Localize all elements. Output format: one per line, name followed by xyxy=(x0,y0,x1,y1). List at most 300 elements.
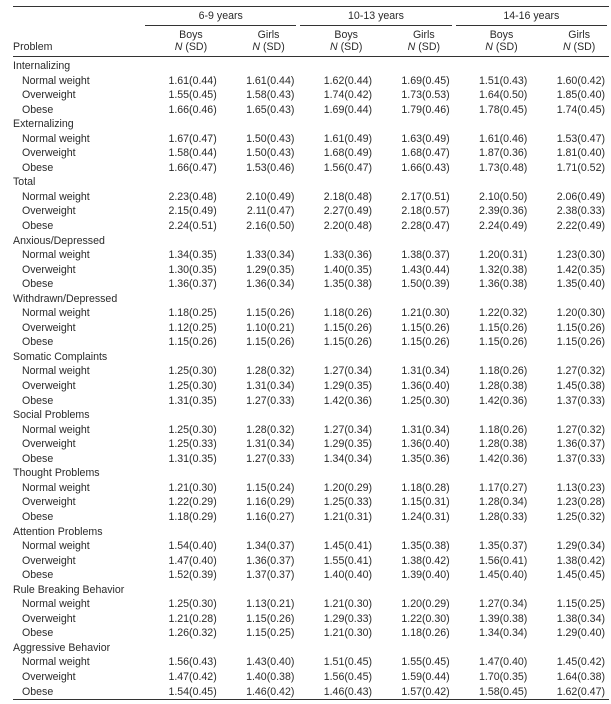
weight-category-label: Normal weight xyxy=(22,598,90,611)
table-row xyxy=(13,655,609,670)
weight-category-label: Overweight xyxy=(22,670,76,683)
mean-sd-cell: 1.74(0.42) xyxy=(323,89,373,102)
mean-sd-cell: 1.45(0.38) xyxy=(556,380,605,393)
mean-sd-cell: 1.58(0.43) xyxy=(246,89,295,102)
mean-sd-cell: 1.29(0.35) xyxy=(246,263,295,276)
mean-sd-cell: 1.25(0.30) xyxy=(401,394,450,407)
mean-sd-cell: 1.36(0.37) xyxy=(246,554,295,567)
mean-sd-cell: 1.81(0.40) xyxy=(556,147,605,160)
mean-sd-cell: 1.15(0.26) xyxy=(401,321,450,334)
mean-sd-cell: 1.26(0.32) xyxy=(168,627,217,640)
weight-category-label: Overweight xyxy=(22,263,76,276)
mean-sd-cell: 1.36(0.37) xyxy=(556,438,605,451)
age-group-header: 6-9 years xyxy=(143,7,298,26)
mean-sd-cell: 1.27(0.32) xyxy=(556,423,605,436)
weight-category-label: Normal weight xyxy=(22,481,90,494)
mean-sd-cell: 1.31(0.34) xyxy=(401,365,450,378)
mean-sd-cell: 2.06(0.49) xyxy=(556,190,605,203)
mean-sd-cell: 2.15(0.49) xyxy=(168,205,217,218)
mean-sd-cell: 1.50(0.43) xyxy=(246,147,295,160)
mean-sd-cell: 1.29(0.34) xyxy=(556,540,605,553)
sex-column-header: Girls N (SD) xyxy=(221,26,299,57)
mean-sd-cell: 1.15(0.26) xyxy=(479,336,528,349)
bottom-rule xyxy=(13,700,609,701)
mean-sd-cell: 2.28(0.47) xyxy=(401,220,450,233)
mean-sd-cell: 1.20(0.31) xyxy=(479,249,528,262)
mean-sd-cell: 1.15(0.26) xyxy=(479,321,528,334)
mean-sd-cell: 2.27(0.49) xyxy=(323,205,373,218)
mean-sd-cell: 1.66(0.43) xyxy=(401,161,450,174)
section-name: Withdrawn/Depressed xyxy=(13,292,118,305)
weight-category-label: Overweight xyxy=(22,612,76,625)
mean-sd-cell: 1.45(0.40) xyxy=(479,569,528,582)
mean-sd-cell: 1.31(0.34) xyxy=(246,380,295,393)
mean-sd-cell: 1.53(0.46) xyxy=(246,161,295,174)
weight-category-label: Overweight xyxy=(22,147,76,160)
table-body xyxy=(13,57,609,700)
mean-sd-cell: 1.65(0.43) xyxy=(246,103,295,116)
weight-category-label: Normal weight xyxy=(22,307,90,320)
mean-sd-cell: 2.18(0.57) xyxy=(401,205,450,218)
table-row xyxy=(13,321,609,336)
mean-sd-cell: 1.87(0.36) xyxy=(479,147,528,160)
mean-sd-cell: 1.25(0.30) xyxy=(168,598,217,611)
mean-sd-cell: 1.68(0.47) xyxy=(401,147,450,160)
sex-column-header: Boys N (SD) xyxy=(143,26,221,57)
mean-sd-cell: 1.36(0.40) xyxy=(401,438,450,451)
table-row xyxy=(13,539,609,554)
mean-sd-cell: 1.20(0.29) xyxy=(323,481,373,494)
table-row xyxy=(13,670,609,685)
mean-sd-cell: 1.56(0.43) xyxy=(168,656,217,669)
mean-sd-cell: 2.24(0.51) xyxy=(168,220,217,233)
section-name: Aggressive Behavior xyxy=(13,641,111,654)
table-row xyxy=(13,437,609,452)
section-name: Rule Breaking Behavior xyxy=(13,583,125,596)
mean-sd-cell: 1.25(0.30) xyxy=(168,365,217,378)
mean-sd-cell: 1.15(0.26) xyxy=(323,336,373,349)
section-name: Anxious/Depressed xyxy=(13,234,105,247)
mean-sd-cell: 2.22(0.49) xyxy=(556,220,605,233)
table-row xyxy=(13,685,609,700)
weight-category-label: Obese xyxy=(22,220,54,233)
weight-category-label: Obese xyxy=(22,452,54,465)
mean-sd-cell: 2.20(0.48) xyxy=(323,220,373,233)
sex-column-header: Boys N (SD) xyxy=(298,26,376,57)
table-row xyxy=(13,626,609,641)
table-row xyxy=(13,248,609,263)
mean-sd-cell: 1.67(0.47) xyxy=(168,132,217,145)
mean-sd-cell: 1.78(0.45) xyxy=(479,103,528,116)
mean-sd-cell: 1.25(0.32) xyxy=(556,510,605,523)
mean-sd-cell: 1.23(0.28) xyxy=(556,496,605,509)
weight-category-label: Obese xyxy=(22,278,54,291)
mean-sd-cell: 1.25(0.30) xyxy=(168,423,217,436)
weight-category-label: Normal weight xyxy=(22,249,90,262)
weight-category-label: Normal weight xyxy=(22,540,90,553)
section-header-row xyxy=(13,117,609,132)
mean-sd-cell: 1.34(0.34) xyxy=(323,452,373,465)
mean-sd-cell: 1.70(0.35) xyxy=(479,670,528,683)
mean-sd-cell: 2.38(0.33) xyxy=(556,205,605,218)
mean-sd-cell: 2.24(0.49) xyxy=(479,220,528,233)
mean-sd-cell: 1.15(0.26) xyxy=(556,336,605,349)
mean-sd-cell: 1.51(0.43) xyxy=(479,74,528,87)
mean-sd-cell: 1.62(0.44) xyxy=(323,74,373,87)
weight-category-label: Overweight xyxy=(22,205,76,218)
section-header-row xyxy=(13,525,609,540)
mean-sd-cell: 1.35(0.36) xyxy=(401,452,450,465)
mean-sd-cell: 1.15(0.26) xyxy=(246,307,295,320)
mean-sd-cell: 1.43(0.44) xyxy=(401,263,450,276)
mean-sd-cell: 1.28(0.32) xyxy=(246,365,295,378)
table-row xyxy=(13,481,609,496)
mean-sd-cell: 1.27(0.33) xyxy=(246,452,295,465)
age-group-header: 14-16 years xyxy=(454,7,609,26)
table-row xyxy=(13,74,609,89)
mean-sd-cell: 1.36(0.38) xyxy=(479,278,528,291)
mean-sd-cell: 1.20(0.30) xyxy=(556,307,605,320)
sex-column-header: Girls N (SD) xyxy=(376,26,454,57)
mean-sd-cell: 1.39(0.38) xyxy=(479,612,528,625)
mean-sd-cell: 1.35(0.40) xyxy=(556,278,605,291)
table-row xyxy=(13,510,609,525)
mean-sd-cell: 1.32(0.38) xyxy=(479,263,528,276)
weight-category-label: Normal weight xyxy=(22,656,90,669)
weight-category-label: Overweight xyxy=(22,554,76,567)
empty-header-cell xyxy=(13,7,143,26)
mean-sd-cell: 1.55(0.41) xyxy=(323,554,373,567)
mean-sd-cell: 1.33(0.34) xyxy=(246,249,295,262)
section-name: Externalizing xyxy=(13,118,74,131)
mean-sd-cell: 1.18(0.26) xyxy=(401,627,450,640)
mean-sd-cell: 1.15(0.26) xyxy=(556,321,605,334)
mean-sd-cell: 1.17(0.27) xyxy=(479,481,528,494)
weight-category-label: Normal weight xyxy=(22,74,90,87)
mean-sd-cell: 1.42(0.35) xyxy=(556,263,605,276)
weight-category-label: Obese xyxy=(22,510,54,523)
section-name: Attention Problems xyxy=(13,525,103,538)
table-row xyxy=(13,568,609,583)
mean-sd-cell: 2.10(0.50) xyxy=(479,190,528,203)
table-row xyxy=(13,204,609,219)
mean-sd-cell: 2.16(0.50) xyxy=(246,220,295,233)
mean-sd-cell: 1.61(0.44) xyxy=(168,74,217,87)
mean-sd-cell: 1.28(0.38) xyxy=(479,380,528,393)
mean-sd-cell: 1.33(0.36) xyxy=(323,249,373,262)
results-table-container xyxy=(13,6,609,700)
mean-sd-cell: 1.29(0.35) xyxy=(323,438,373,451)
mean-sd-cell: 1.46(0.43) xyxy=(323,685,373,698)
mean-sd-cell: 1.34(0.37) xyxy=(246,540,295,553)
mean-sd-cell: 1.27(0.33) xyxy=(246,394,295,407)
section-name: Thought Problems xyxy=(13,467,100,480)
section-header-row xyxy=(13,175,609,190)
section-name: Total xyxy=(13,176,36,189)
table-row xyxy=(13,190,609,205)
mean-sd-cell: 1.73(0.48) xyxy=(479,161,528,174)
mean-sd-cell: 1.23(0.30) xyxy=(556,249,605,262)
mean-sd-cell: 1.40(0.38) xyxy=(246,670,295,683)
mean-sd-cell: 1.15(0.26) xyxy=(168,336,217,349)
mean-sd-cell: 1.22(0.29) xyxy=(168,496,217,509)
mean-sd-cell: 1.38(0.34) xyxy=(556,612,605,625)
mean-sd-cell: 1.58(0.44) xyxy=(168,147,217,160)
mean-sd-cell: 1.34(0.35) xyxy=(168,249,217,262)
mean-sd-cell: 1.28(0.34) xyxy=(479,496,528,509)
mean-sd-cell: 1.27(0.34) xyxy=(479,598,528,611)
weight-category-label: Obese xyxy=(22,336,54,349)
weight-category-label: Normal weight xyxy=(22,423,90,436)
weight-category-label: Normal weight xyxy=(22,132,90,145)
mean-sd-cell: 1.25(0.30) xyxy=(168,380,217,393)
mean-sd-cell: 1.18(0.25) xyxy=(168,307,217,320)
weight-category-label: Overweight xyxy=(22,438,76,451)
mean-sd-cell: 1.21(0.30) xyxy=(323,627,373,640)
mean-sd-cell: 1.45(0.41) xyxy=(323,540,373,553)
mean-sd-cell: 2.23(0.48) xyxy=(168,190,217,203)
column-header-row xyxy=(13,26,609,57)
mean-sd-cell: 1.15(0.26) xyxy=(246,336,295,349)
table-row xyxy=(13,423,609,438)
mean-sd-cell: 1.56(0.41) xyxy=(479,554,528,567)
weight-category-label: Normal weight xyxy=(22,365,90,378)
mean-sd-cell: 1.15(0.25) xyxy=(246,627,295,640)
section-header-row xyxy=(13,292,609,307)
mean-sd-cell: 1.12(0.25) xyxy=(168,321,217,334)
mean-sd-cell: 1.37(0.33) xyxy=(556,452,605,465)
problem-column-header: Problem xyxy=(13,26,143,57)
mean-sd-cell: 1.28(0.38) xyxy=(479,438,528,451)
mean-sd-cell: 1.53(0.47) xyxy=(556,132,605,145)
mean-sd-cell: 1.45(0.42) xyxy=(556,656,605,669)
mean-sd-cell: 1.35(0.38) xyxy=(323,278,373,291)
mean-sd-cell: 1.59(0.44) xyxy=(401,670,450,683)
mean-sd-cell: 1.27(0.32) xyxy=(556,365,605,378)
mean-sd-cell: 1.21(0.30) xyxy=(401,307,450,320)
mean-sd-cell: 1.42(0.36) xyxy=(479,394,528,407)
mean-sd-cell: 1.21(0.30) xyxy=(323,598,373,611)
mean-sd-cell: 1.58(0.45) xyxy=(479,685,528,698)
mean-sd-cell: 1.16(0.29) xyxy=(246,496,295,509)
mean-sd-cell: 1.31(0.35) xyxy=(168,394,217,407)
section-header-row xyxy=(13,234,609,249)
mean-sd-cell: 1.56(0.47) xyxy=(323,161,373,174)
mean-sd-cell: 1.69(0.45) xyxy=(401,74,450,87)
table-row xyxy=(13,495,609,510)
mean-sd-cell: 1.64(0.50) xyxy=(479,89,528,102)
mean-sd-cell: 1.18(0.26) xyxy=(479,423,528,436)
mean-sd-cell: 1.56(0.45) xyxy=(323,670,373,683)
table-row xyxy=(13,146,609,161)
mean-sd-cell: 2.18(0.48) xyxy=(323,190,373,203)
mean-sd-cell: 1.57(0.42) xyxy=(401,685,450,698)
mean-sd-cell: 1.31(0.34) xyxy=(246,438,295,451)
mean-sd-cell: 1.25(0.33) xyxy=(168,438,217,451)
mean-sd-cell: 2.11(0.47) xyxy=(246,205,295,218)
mean-sd-cell: 1.18(0.28) xyxy=(401,481,450,494)
weight-category-label: Obese xyxy=(22,627,54,640)
weight-category-label: Overweight xyxy=(22,89,76,102)
mean-sd-cell: 1.35(0.38) xyxy=(401,540,450,553)
mean-sd-cell: 1.18(0.29) xyxy=(168,510,217,523)
mean-sd-cell: 1.10(0.21) xyxy=(246,321,295,334)
mean-sd-cell: 1.18(0.26) xyxy=(323,307,373,320)
section-header-row xyxy=(13,57,609,74)
table-row xyxy=(13,597,609,612)
section-name: Somatic Complaints xyxy=(13,350,108,363)
mean-sd-cell: 1.39(0.40) xyxy=(401,569,450,582)
mean-sd-cell: 1.28(0.33) xyxy=(479,510,528,523)
sex-column-header: Girls N (SD) xyxy=(531,26,609,57)
age-group-header-row xyxy=(13,7,609,26)
mean-sd-cell: 1.37(0.37) xyxy=(246,569,295,582)
section-header-row xyxy=(13,466,609,481)
mean-sd-cell: 1.29(0.35) xyxy=(323,380,373,393)
mean-sd-cell: 1.40(0.40) xyxy=(323,569,373,582)
table-row xyxy=(13,364,609,379)
mean-sd-cell: 1.55(0.45) xyxy=(168,89,217,102)
mean-sd-cell: 1.79(0.46) xyxy=(401,103,450,116)
mean-sd-cell: 1.28(0.32) xyxy=(246,423,295,436)
mean-sd-cell: 1.62(0.47) xyxy=(556,685,605,698)
mean-sd-cell: 1.15(0.25) xyxy=(556,598,605,611)
mean-sd-cell: 1.16(0.27) xyxy=(246,510,295,523)
mean-sd-cell: 1.27(0.34) xyxy=(323,423,373,436)
mean-sd-cell: 1.71(0.52) xyxy=(556,161,605,174)
weight-category-label: Obese xyxy=(22,161,54,174)
mean-sd-cell: 1.15(0.24) xyxy=(246,481,295,494)
mean-sd-cell: 1.55(0.45) xyxy=(401,656,450,669)
table-row xyxy=(13,394,609,409)
mean-sd-cell: 1.68(0.49) xyxy=(323,147,373,160)
mean-sd-cell: 1.27(0.34) xyxy=(323,365,373,378)
mean-sd-cell: 1.42(0.36) xyxy=(323,394,373,407)
mean-sd-cell: 1.24(0.31) xyxy=(401,510,450,523)
mean-sd-cell: 1.15(0.31) xyxy=(401,496,450,509)
mean-sd-cell: 1.64(0.38) xyxy=(556,670,605,683)
mean-sd-cell: 1.69(0.44) xyxy=(323,103,373,116)
mean-sd-cell: 1.47(0.40) xyxy=(168,554,217,567)
table-row xyxy=(13,612,609,627)
mean-sd-cell: 1.66(0.46) xyxy=(168,103,217,116)
mean-sd-cell: 1.46(0.42) xyxy=(246,685,295,698)
mean-sd-cell: 1.42(0.36) xyxy=(479,452,528,465)
section-header-row xyxy=(13,350,609,365)
mean-sd-cell: 1.22(0.30) xyxy=(401,612,450,625)
mean-sd-cell: 1.38(0.42) xyxy=(401,554,450,567)
mean-sd-cell: 1.20(0.29) xyxy=(401,598,450,611)
mean-sd-cell: 1.31(0.34) xyxy=(401,423,450,436)
mean-sd-cell: 1.30(0.35) xyxy=(168,263,217,276)
table-row xyxy=(13,379,609,394)
weight-category-label: Obese xyxy=(22,394,54,407)
mean-sd-cell: 1.61(0.46) xyxy=(479,132,528,145)
table-row xyxy=(13,219,609,234)
mean-sd-cell: 1.61(0.49) xyxy=(323,132,373,145)
mean-sd-cell: 1.60(0.42) xyxy=(556,74,605,87)
mean-sd-cell: 1.66(0.47) xyxy=(168,161,217,174)
mean-sd-cell: 1.45(0.45) xyxy=(556,569,605,582)
mean-sd-cell: 1.52(0.39) xyxy=(168,569,217,582)
results-table xyxy=(13,6,609,700)
age-group-header: 10-13 years xyxy=(298,7,453,26)
mean-sd-cell: 1.36(0.37) xyxy=(168,278,217,291)
table-row xyxy=(13,335,609,350)
weight-category-label: Obese xyxy=(22,103,54,116)
mean-sd-cell: 1.61(0.44) xyxy=(246,74,295,87)
weight-category-label: Overweight xyxy=(22,321,76,334)
mean-sd-cell: 1.29(0.33) xyxy=(323,612,373,625)
table-row xyxy=(13,88,609,103)
table-row xyxy=(13,161,609,176)
table-row xyxy=(13,306,609,321)
mean-sd-cell: 1.34(0.34) xyxy=(479,627,528,640)
section-header-row xyxy=(13,641,609,656)
mean-sd-cell: 1.15(0.26) xyxy=(323,321,373,334)
mean-sd-cell: 1.21(0.28) xyxy=(168,612,217,625)
mean-sd-cell: 1.38(0.37) xyxy=(401,249,450,262)
mean-sd-cell: 1.13(0.23) xyxy=(556,481,605,494)
mean-sd-cell: 1.47(0.42) xyxy=(168,670,217,683)
mean-sd-cell: 1.63(0.49) xyxy=(401,132,450,145)
weight-category-label: Normal weight xyxy=(22,190,90,203)
mean-sd-cell: 1.40(0.35) xyxy=(323,263,373,276)
mean-sd-cell: 1.73(0.53) xyxy=(401,89,450,102)
section-name: Social Problems xyxy=(13,409,90,422)
table-row xyxy=(13,132,609,147)
mean-sd-cell: 1.15(0.26) xyxy=(401,336,450,349)
section-header-row xyxy=(13,408,609,423)
section-header-row xyxy=(13,583,609,598)
mean-sd-cell: 1.38(0.42) xyxy=(556,554,605,567)
mean-sd-cell: 1.47(0.40) xyxy=(479,656,528,669)
mean-sd-cell: 1.22(0.32) xyxy=(479,307,528,320)
mean-sd-cell: 1.31(0.35) xyxy=(168,452,217,465)
mean-sd-cell: 1.43(0.40) xyxy=(246,656,295,669)
mean-sd-cell: 2.17(0.51) xyxy=(401,190,450,203)
mean-sd-cell: 1.50(0.43) xyxy=(246,132,295,145)
weight-category-label: Overweight xyxy=(22,380,76,393)
mean-sd-cell: 1.29(0.40) xyxy=(556,627,605,640)
weight-category-label: Obese xyxy=(22,569,54,582)
mean-sd-cell: 1.50(0.39) xyxy=(401,278,450,291)
weight-category-label: Obese xyxy=(22,685,54,698)
mean-sd-cell: 1.36(0.40) xyxy=(401,380,450,393)
mean-sd-cell: 2.10(0.49) xyxy=(246,190,295,203)
table-row xyxy=(13,277,609,292)
mean-sd-cell: 1.51(0.45) xyxy=(323,656,373,669)
mean-sd-cell: 2.39(0.36) xyxy=(479,205,528,218)
mean-sd-cell: 1.54(0.45) xyxy=(168,685,217,698)
mean-sd-cell: 1.36(0.34) xyxy=(246,278,295,291)
sex-column-header: Boys N (SD) xyxy=(454,26,532,57)
mean-sd-cell: 1.21(0.30) xyxy=(168,481,217,494)
mean-sd-cell: 1.25(0.33) xyxy=(323,496,373,509)
table-row xyxy=(13,554,609,569)
table-row xyxy=(13,103,609,118)
weight-category-label: Overweight xyxy=(22,496,76,509)
table-row xyxy=(13,263,609,278)
mean-sd-cell: 1.37(0.33) xyxy=(556,394,605,407)
mean-sd-cell: 1.54(0.40) xyxy=(168,540,217,553)
section-name: Internalizing xyxy=(13,60,71,72)
mean-sd-cell: 1.21(0.31) xyxy=(323,510,373,523)
mean-sd-cell: 1.13(0.21) xyxy=(246,598,295,611)
mean-sd-cell: 1.85(0.40) xyxy=(556,89,605,102)
mean-sd-cell: 1.15(0.26) xyxy=(246,612,295,625)
mean-sd-cell: 1.74(0.45) xyxy=(556,103,605,116)
